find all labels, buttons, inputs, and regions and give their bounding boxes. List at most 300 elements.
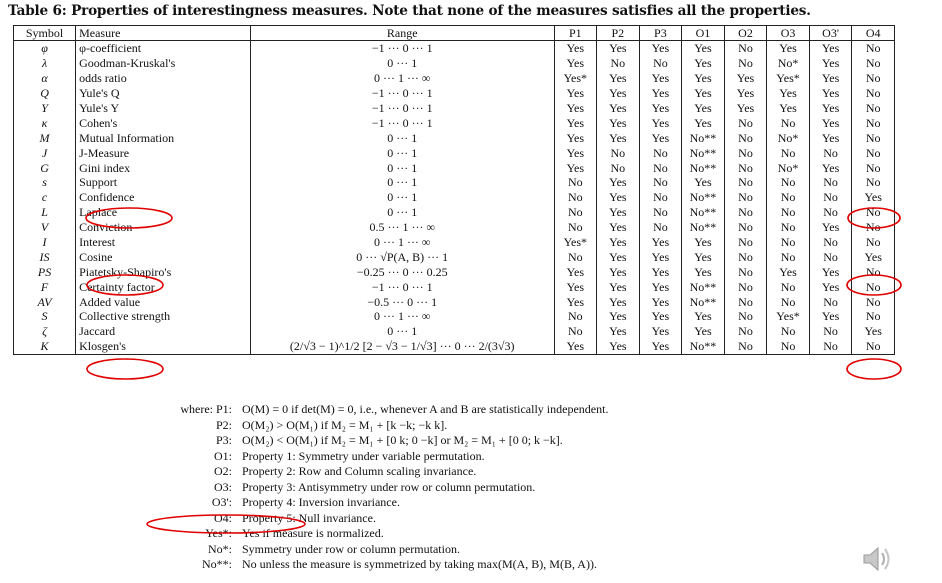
legend-description: O(M₂) > O(M₁) if M₂ = M₁ + [k −k; −k k].: [242, 417, 448, 432]
cell-p2: Yes: [597, 264, 640, 279]
legend-key: O3:: [214, 479, 232, 494]
cell-p2: Yes: [597, 220, 640, 235]
cell-o1: Yes: [682, 115, 725, 130]
cell-symbol: K: [14, 339, 76, 354]
legend-key: No**:: [202, 557, 232, 571]
cell-symbol: λ: [14, 56, 76, 71]
legend-description: O(M) = 0 if det(M) = 0, i.e., whenever A and B are statistically independent.: [242, 402, 609, 416]
cell-o4: No: [852, 160, 895, 175]
cell-p2: Yes: [597, 41, 640, 56]
cell-o3p: Yes: [809, 115, 852, 130]
cell-range: −1 ··· 0 ··· 1: [250, 101, 554, 116]
header-p3: P3: [639, 26, 682, 41]
legend-item: [148, 557, 608, 573]
cell-o2: No: [724, 205, 767, 220]
header-row: [14, 26, 895, 41]
cell-o3p: No: [809, 324, 852, 339]
cell-o3p: No: [809, 145, 852, 160]
header-o1: O1: [682, 26, 725, 41]
cell-o1: No**: [682, 190, 725, 205]
cell-p1: Yes: [554, 294, 597, 309]
cell-o2: No: [724, 235, 767, 250]
cell-o3p: Yes: [809, 86, 852, 101]
cell-o1: No**: [682, 145, 725, 160]
cell-o4: Yes: [852, 249, 895, 264]
cell-o1: Yes: [682, 324, 725, 339]
cell-measure: Interest: [76, 235, 251, 250]
cell-range: −1 ··· 0 ··· 1: [250, 279, 554, 294]
cell-range: −1 ··· 0 ··· 1: [250, 115, 554, 130]
cell-p3: No: [639, 190, 682, 205]
cell-p2: Yes: [597, 205, 640, 220]
cell-p3: Yes: [639, 235, 682, 250]
cell-o2: No: [724, 160, 767, 175]
cell-p1: Yes: [554, 339, 597, 354]
cell-p1: Yes: [554, 41, 597, 56]
cell-o3p: Yes: [809, 41, 852, 56]
legend-description: Property 5: Null invariance.: [242, 510, 376, 525]
cell-range: 0 ··· 1: [250, 190, 554, 205]
cell-measure: Conviction: [76, 220, 251, 235]
properties-table: [13, 25, 895, 355]
cell-measure: Mutual Information: [76, 130, 251, 145]
cell-o3p: No: [809, 205, 852, 220]
cell-o3p: Yes: [809, 101, 852, 116]
cell-o3p: Yes: [809, 220, 852, 235]
cell-range: 0 ··· √P(A, B) ··· 1: [250, 249, 554, 264]
table-row: [14, 264, 895, 279]
cell-o3: Yes*: [767, 71, 810, 86]
cell-o1: No**: [682, 220, 725, 235]
legend-key: O2:: [214, 464, 232, 478]
cell-measure: Yule's Q: [76, 86, 251, 101]
table-row: [14, 339, 895, 354]
cell-p1: Yes: [554, 115, 597, 130]
cell-o3: No: [767, 145, 810, 160]
table-row: [14, 71, 895, 86]
cell-o2: No: [724, 294, 767, 309]
header-o3: O3: [767, 26, 810, 41]
cell-p3: Yes: [639, 101, 682, 116]
cell-o3: Yes: [767, 86, 810, 101]
legend-item: [148, 542, 608, 558]
cell-o3p: Yes: [809, 130, 852, 145]
cell-p1: Yes: [554, 279, 597, 294]
cell-p1: No: [554, 324, 597, 339]
cell-p1: Yes: [554, 56, 597, 71]
table-row: [14, 145, 895, 160]
cell-range: 0.5 ··· 1 ··· ∞: [250, 220, 554, 235]
cell-symbol: Y: [14, 101, 76, 116]
cell-o2: No: [724, 220, 767, 235]
legend-key: Yes*:: [205, 526, 232, 540]
legend-key: where: P1:: [180, 402, 232, 416]
cell-o4: No: [852, 175, 895, 190]
cell-o2: No: [724, 175, 767, 190]
header-p1: P1: [554, 26, 597, 41]
cell-o2: No: [724, 130, 767, 145]
cell-o3: No: [767, 324, 810, 339]
cell-o2: Yes: [724, 71, 767, 86]
cell-p3: Yes: [639, 86, 682, 101]
cell-o3: Yes: [767, 101, 810, 116]
cell-symbol: α: [14, 71, 76, 86]
cell-symbol: F: [14, 279, 76, 294]
cell-o1: Yes: [682, 101, 725, 116]
cell-o3: No: [767, 175, 810, 190]
speaker-icon[interactable]: [860, 542, 894, 580]
cell-o3p: Yes: [809, 56, 852, 71]
cell-o3p: Yes: [809, 71, 852, 86]
cell-o3p: No: [809, 249, 852, 264]
legend-item: [148, 418, 608, 434]
cell-p2: Yes: [597, 249, 640, 264]
cell-o4: No: [852, 71, 895, 86]
legend-key: No*:: [208, 541, 232, 556]
cell-o3: No*: [767, 130, 810, 145]
cell-o3: No: [767, 190, 810, 205]
header-range: Range: [250, 26, 554, 41]
table-row: [14, 86, 895, 101]
cell-symbol: ζ: [14, 324, 76, 339]
cell-o1: Yes: [682, 56, 725, 71]
legend-description: Property 4: Inversion invariance.: [242, 495, 400, 509]
legend-description: Symmetry under row or column permutation.: [242, 541, 460, 556]
cell-o4: No: [852, 294, 895, 309]
legend-key: O4:: [214, 510, 232, 525]
cell-o4: No: [852, 339, 895, 354]
cell-range: −1 ··· 0 ··· 1: [250, 41, 554, 56]
cell-p2: Yes: [597, 175, 640, 190]
cell-p3: Yes: [639, 249, 682, 264]
legend-description: Property 1: Symmetry under variable permutation.: [242, 448, 485, 463]
cell-measure: Goodman-Kruskal's: [76, 56, 251, 71]
cell-p2: Yes: [597, 309, 640, 324]
cell-o2: Yes: [724, 101, 767, 116]
cell-o4: No: [852, 56, 895, 71]
cell-o3p: Yes: [809, 160, 852, 175]
cell-measure: Confidence: [76, 190, 251, 205]
cell-measure: Klosgen's: [76, 339, 251, 354]
cell-symbol: s: [14, 175, 76, 190]
cell-range: 0 ··· 1: [250, 160, 554, 175]
cell-p1: No: [554, 309, 597, 324]
cell-p1: No: [554, 190, 597, 205]
cell-o4: Yes: [852, 190, 895, 205]
cell-measure: J-Measure: [76, 145, 251, 160]
legend-item: [148, 402, 608, 418]
cell-measure: odds ratio: [76, 71, 251, 86]
cell-symbol: J: [14, 145, 76, 160]
cell-p2: Yes: [597, 86, 640, 101]
cell-p2: Yes: [597, 190, 640, 205]
table-row: [14, 279, 895, 294]
cell-measure: Certainty factor: [76, 279, 251, 294]
table-row: [14, 220, 895, 235]
cell-o3: No*: [767, 160, 810, 175]
cell-range: −1 ··· 0 ··· 1: [250, 86, 554, 101]
cell-o3: No: [767, 220, 810, 235]
cell-range: 0 ··· 1 ··· ∞: [250, 309, 554, 324]
cell-p3: No: [639, 220, 682, 235]
legend: [148, 402, 608, 573]
cell-o4: Yes: [852, 324, 895, 339]
circle-o4-jaccard: [847, 359, 901, 379]
legend-key: P2:: [215, 417, 232, 432]
cell-p3: Yes: [639, 41, 682, 56]
cell-o4: No: [852, 220, 895, 235]
cell-o2: No: [724, 41, 767, 56]
cell-o3: No: [767, 115, 810, 130]
cell-o1: No**: [682, 294, 725, 309]
cell-p1: Yes: [554, 101, 597, 116]
cell-p1: Yes: [554, 145, 597, 160]
table-row: [14, 130, 895, 145]
cell-p3: Yes: [639, 279, 682, 294]
cell-o3p: No: [809, 235, 852, 250]
cell-p1: Yes: [554, 86, 597, 101]
legend-key: O3':: [211, 495, 232, 509]
cell-o3: Yes: [767, 264, 810, 279]
cell-p3: No: [639, 175, 682, 190]
cell-p2: Yes: [597, 339, 640, 354]
legend-item: [148, 511, 608, 527]
header-o4: O4: [852, 26, 895, 41]
circle-jaccard: [87, 359, 163, 379]
legend-item: [148, 449, 608, 465]
cell-symbol: PS: [14, 264, 76, 279]
cell-o3: No: [767, 339, 810, 354]
cell-o1: No**: [682, 279, 725, 294]
cell-p1: No: [554, 175, 597, 190]
cell-range: 0 ··· 1: [250, 130, 554, 145]
cell-o3: No: [767, 294, 810, 309]
cell-o4: No: [852, 115, 895, 130]
cell-p3: Yes: [639, 115, 682, 130]
cell-symbol: G: [14, 160, 76, 175]
cell-o2: No: [724, 56, 767, 71]
cell-o1: Yes: [682, 249, 725, 264]
cell-p1: Yes: [554, 264, 597, 279]
cell-symbol: V: [14, 220, 76, 235]
legend-description: Property 3: Antisymmetry under row or column permutation.: [242, 479, 536, 494]
cell-o2: No: [724, 264, 767, 279]
cell-o3p: No: [809, 190, 852, 205]
cell-measure: Jaccard: [76, 324, 251, 339]
cell-measure: Yule's Y: [76, 101, 251, 116]
cell-p3: Yes: [639, 309, 682, 324]
header-measure: Measure: [76, 26, 251, 41]
legend-description: Property 2: Row and Column scaling invariance.: [242, 464, 477, 478]
cell-p1: Yes*: [554, 235, 597, 250]
cell-p1: Yes*: [554, 71, 597, 86]
cell-range: 0 ··· 1: [250, 175, 554, 190]
cell-o3p: Yes: [809, 279, 852, 294]
cell-o1: Yes: [682, 86, 725, 101]
cell-o2: No: [724, 145, 767, 160]
cell-symbol: c: [14, 190, 76, 205]
cell-p2: Yes: [597, 101, 640, 116]
cell-o4: No: [852, 41, 895, 56]
cell-range: (2/√3 − 1)^1/2 [2 − √3 − 1/√3] ··· 0 ··· 2/(3√3): [250, 339, 554, 354]
cell-o2: No: [724, 309, 767, 324]
cell-range: 0 ··· 1: [250, 205, 554, 220]
legend-description: O(M₂) < O(M₁) if M₂ = M₁ + [0 k; 0 −k] or M₂ = M₁ + [0 0; k −k].: [242, 433, 563, 447]
cell-measure: Piatetsky-Shapiro's: [76, 264, 251, 279]
cell-measure: Cohen's: [76, 115, 251, 130]
table-row: [14, 235, 895, 250]
cell-p2: No: [597, 145, 640, 160]
cell-p3: Yes: [639, 130, 682, 145]
cell-p3: No: [639, 56, 682, 71]
table-row: [14, 160, 895, 175]
table-caption: Table 6: Properties of interestingness measures. Note that none of the measures satisfies all the properties.: [8, 3, 811, 19]
cell-o3p: Yes: [809, 309, 852, 324]
cell-symbol: AV: [14, 294, 76, 309]
cell-range: 0 ··· 1 ··· ∞: [250, 235, 554, 250]
cell-o1: No**: [682, 339, 725, 354]
cell-symbol: Q: [14, 86, 76, 101]
legend-item: [148, 495, 608, 511]
cell-o1: Yes: [682, 264, 725, 279]
cell-p2: Yes: [597, 324, 640, 339]
header-o2: O2: [724, 26, 767, 41]
cell-o1: No**: [682, 130, 725, 145]
cell-o4: No: [852, 235, 895, 250]
cell-p2: Yes: [597, 130, 640, 145]
cell-o3: Yes*: [767, 309, 810, 324]
cell-p3: Yes: [639, 294, 682, 309]
table-row: [14, 115, 895, 130]
cell-p2: Yes: [597, 294, 640, 309]
cell-symbol: I: [14, 235, 76, 250]
cell-range: −0.25 ··· 0 ··· 0.25: [250, 264, 554, 279]
legend-item: [148, 433, 608, 449]
cell-symbol: IS: [14, 249, 76, 264]
cell-o3: No: [767, 205, 810, 220]
cell-o3p: Yes: [809, 264, 852, 279]
cell-o3: Yes: [767, 41, 810, 56]
cell-p1: No: [554, 249, 597, 264]
cell-o1: Yes: [682, 71, 725, 86]
cell-o1: Yes: [682, 309, 725, 324]
cell-p1: No: [554, 220, 597, 235]
cell-p3: Yes: [639, 71, 682, 86]
cell-measure: φ-coefficient: [76, 41, 251, 56]
cell-p2: No: [597, 160, 640, 175]
cell-p3: No: [639, 145, 682, 160]
cell-o3p: No: [809, 294, 852, 309]
cell-p2: Yes: [597, 115, 640, 130]
cell-range: −0.5 ··· 0 ··· 1: [250, 294, 554, 309]
legend-description: No unless the measure is symmetrized by taking max(M(A, B), M(B, A)).: [242, 557, 597, 571]
cell-measure: Cosine: [76, 249, 251, 264]
cell-o2: No: [724, 190, 767, 205]
cell-p2: Yes: [597, 71, 640, 86]
cell-p1: Yes: [554, 160, 597, 175]
cell-o2: Yes: [724, 86, 767, 101]
header-p2: P2: [597, 26, 640, 41]
cell-measure: Support: [76, 175, 251, 190]
legend-item: [148, 526, 608, 542]
cell-measure: Collective strength: [76, 309, 251, 324]
cell-o3p: No: [809, 175, 852, 190]
cell-o4: No: [852, 264, 895, 279]
cell-symbol: κ: [14, 115, 76, 130]
cell-symbol: M: [14, 130, 76, 145]
legend-key: O1:: [214, 448, 232, 463]
table-row: [14, 56, 895, 71]
legend-key: P3:: [215, 433, 232, 447]
cell-p2: No: [597, 56, 640, 71]
table-row: [14, 190, 895, 205]
cell-o3p: No: [809, 339, 852, 354]
cell-range: 0 ··· 1: [250, 145, 554, 160]
cell-p3: No: [639, 205, 682, 220]
cell-o1: Yes: [682, 235, 725, 250]
cell-symbol: L: [14, 205, 76, 220]
header-symbol: Symbol: [14, 26, 76, 41]
table-row: [14, 324, 895, 339]
cell-measure: Added value: [76, 294, 251, 309]
cell-o3: No: [767, 279, 810, 294]
cell-o1: No**: [682, 160, 725, 175]
table-row: [14, 249, 895, 264]
cell-o2: No: [724, 324, 767, 339]
cell-range: 0 ··· 1: [250, 324, 554, 339]
cell-p3: No: [639, 160, 682, 175]
cell-o4: No: [852, 205, 895, 220]
cell-measure: Gini index: [76, 160, 251, 175]
table-row: [14, 175, 895, 190]
cell-p1: No: [554, 205, 597, 220]
cell-o3: No*: [767, 56, 810, 71]
cell-p3: Yes: [639, 324, 682, 339]
table-row: [14, 309, 895, 324]
header-o3p: O3': [809, 26, 852, 41]
cell-o1: Yes: [682, 41, 725, 56]
cell-o3: No: [767, 235, 810, 250]
cell-o2: No: [724, 249, 767, 264]
legend-item: [148, 480, 608, 496]
cell-p2: Yes: [597, 235, 640, 250]
cell-o2: No: [724, 115, 767, 130]
table-row: [14, 101, 895, 116]
cell-o4: No: [852, 101, 895, 116]
cell-symbol: S: [14, 309, 76, 324]
cell-o1: Yes: [682, 175, 725, 190]
cell-p2: Yes: [597, 279, 640, 294]
cell-measure: Laplace: [76, 205, 251, 220]
cell-o2: No: [724, 339, 767, 354]
table-row: [14, 41, 895, 56]
legend-item: [148, 464, 608, 480]
cell-o4: No: [852, 279, 895, 294]
table-row: [14, 294, 895, 309]
cell-symbol: φ: [14, 41, 76, 56]
cell-o4: No: [852, 130, 895, 145]
cell-o1: No**: [682, 205, 725, 220]
cell-o4: No: [852, 145, 895, 160]
cell-o4: No: [852, 309, 895, 324]
cell-p3: Yes: [639, 264, 682, 279]
legend-description: Yes if measure is normalized.: [242, 526, 384, 540]
cell-p1: Yes: [554, 130, 597, 145]
cell-range: 0 ··· 1 ··· ∞: [250, 71, 554, 86]
table-row: [14, 205, 895, 220]
cell-o3: No: [767, 249, 810, 264]
cell-range: 0 ··· 1: [250, 56, 554, 71]
